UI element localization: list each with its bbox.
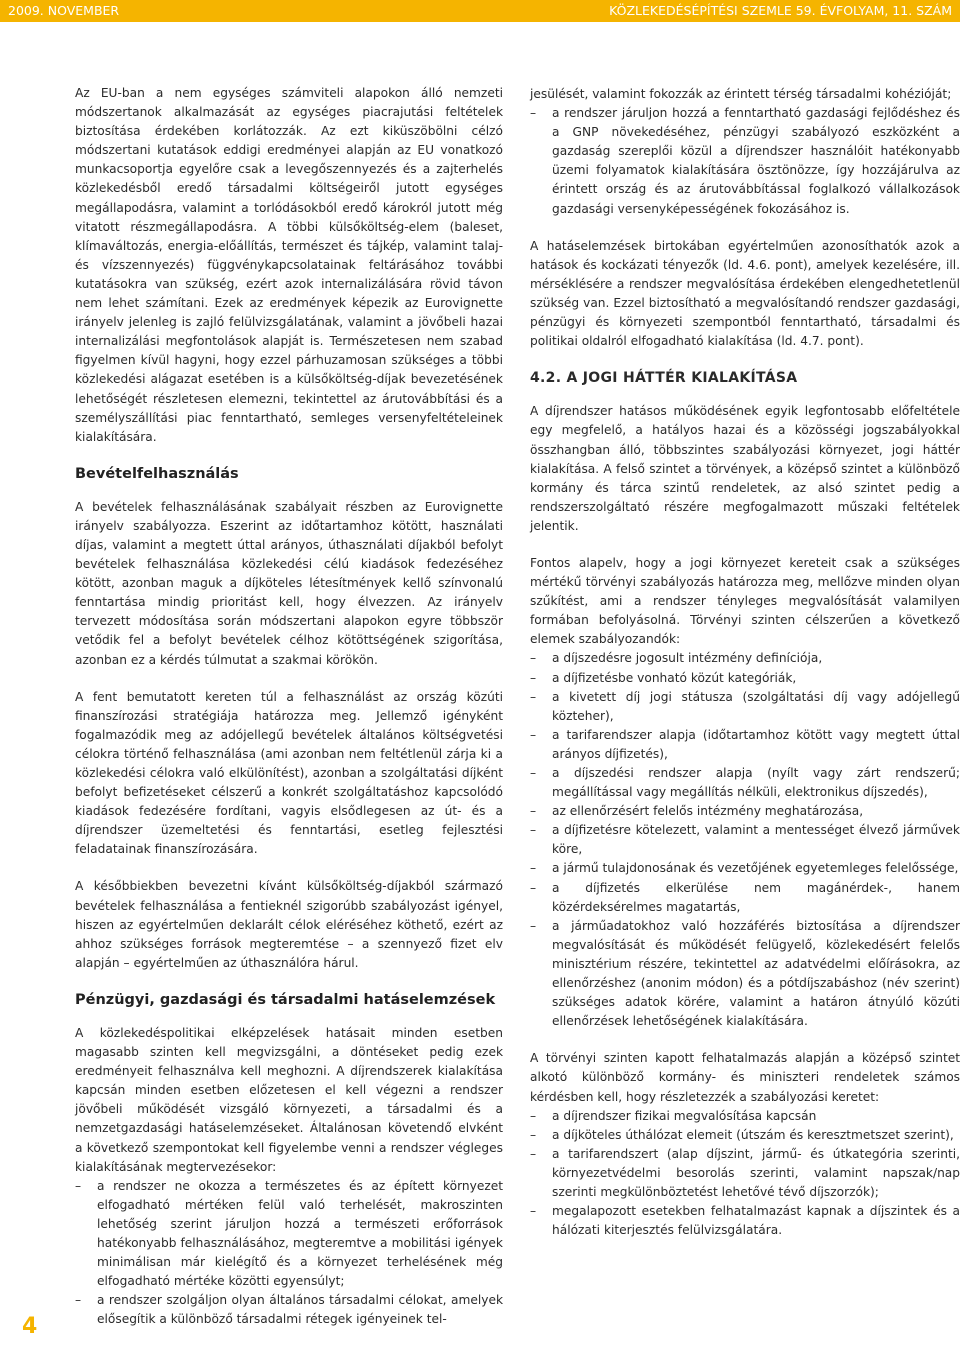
- list-item: – a rendszer szolgáljon olyan általános társadalmi célokat, amelyek elősegítik a különböző társadalmi rétegek igényeinek tel-: [75, 1291, 503, 1329]
- section-heading-jogi: 4.2. A JOGI HÁTTÉR KIALAKÍTÁSA: [530, 370, 798, 387]
- paragraph: A törvényi szinten kapott felhatalmazás alapján a középső szintet alkotó különböző kormány- és miniszteri rendeletek számos kérdésben kell, hogy részletezzék a szabályozási keretet:: [530, 1051, 960, 1104]
- paragraph: Fontos alapelv, hogy a jogi környezet kereteit csak a szükséges mértékű törvényi szabályozás határozza meg, mellőzve minden olyan szűkítést, ami a rendszer tényleges megvalósítását valamilyen formában befolyásolná. Törvényi szinten célszerűen a következő elemek szabályozandók:: [530, 555, 960, 647]
- list-item: – a díjrendszer fizikai megvalósítása kapcsán: [530, 1107, 960, 1126]
- law-elements-list: [530, 649, 960, 1031]
- list-item: – az ellenőrzésért felelős intézmény meghatározása,: [530, 802, 960, 821]
- list-item: – megalapozott esetekben felhatalmazást kapnak a díjszintek és a hálózati kiterjesztés felülvizsgálatára.: [530, 1202, 960, 1240]
- regulation-list: [530, 1107, 960, 1241]
- list-item: – a díjszedésre jogosult intézmény definíciója,: [530, 649, 960, 668]
- list-item: – a rendszer ne okozza a természetes és az épített környezet elfogadható mértéken felül való terhelését, makroszinten lehetőség szerint járuljon hozzá a természeti erőforrások hatékonyabb felhasználásához, megteremtve a mobilitási igények minimálisan már kielégítő és a környezet terhelésének még elfogadható mértéke közötti egyensúlyt;: [75, 1177, 503, 1292]
- list-item: – a tarifarendszer alapja (időtartamhoz kötött vagy megtett úttal arányos díjfizetés),: [530, 726, 960, 764]
- section-heading-penzugyi: Pénzügyi, gazdasági és társadalmi hatáselemzések: [75, 991, 496, 1008]
- right-column: [530, 85, 960, 1258]
- paragraph: A hatáselemzések birtokában egyértelműen azonosíthatók azok a hatások és kockázati tényezők (ld. 4.6. pont), amelyek kezelésére, ill. mérséklésére a rendszer megvalósítása érdekében elengedhetetlenül szükség van. Ezzel biztosítható a megvalósítandó rendszer gazdasági, pénzügyi és környezeti szempontból fenntartható, társadalmi és politikai oldalról elfogadható kialakítása (ld. 4.7. pont).: [530, 238, 960, 349]
- paragraph: A díjrendszer hatásos működésének egyik legfontosabb előfeltétele egy megfelelő, a hatályos hazai és a közösségi jogszabályokkal összhangban álló, többszintes szabályozási környezet, jogi háttér kialakítása. A felső szintet a törvények, a középső szintet a különböző kormány és tárca szintű rendeletek, az alsó szintet pedig a rendszerszolgáltató részére megfogalmazott műszaki feltételek jelentik.: [530, 404, 960, 533]
- list-item: – a jármű tulajdonosának és vezetőjének egyetemleges felelőssége,: [530, 859, 960, 878]
- journal-title: KÖZLEKEDÉSÉPÍTÉSI SZEMLE 59. ÉVFOLYAM, 11. SZÁM: [609, 3, 952, 18]
- list-item: – a tarifarendszert (alap díjszint, jármű- és útkategória szerinti, környezetvédelmi besorolás szerinti, valamint napszak/nap szerinti megkülönböztetést lehetővé tévő díjszorzók);: [530, 1145, 960, 1202]
- list-item: – a díjfizetésbe vonható közút kategóriák,: [530, 669, 960, 688]
- section-heading-bevetel: Bevételfelhasználás: [75, 465, 239, 482]
- paragraph: A bevételek felhasználásának szabályait részben az Eurovignette irányelv szabályozza. Eszerint az időtartamhoz kötött, használati díjas, valamint a megtett úttal arányos, úthasználati díjakból befolyt bevételek felhasználása közlekedési célú kiadások fedezéséhez kötött, azonban maguk a díjköteles létesítmények kellő színvonalú fenntartása mindig prioritást kell, hogy élvezzen. Az irányelv tervezett módosítása során módszertani alapokon egyre többször vetődik fel a befolyt bevételek célhoz kötöttségének szigorítása, azonban ez a kérdés túlmutat a szakmai körökön.: [75, 499, 503, 667]
- list-item: – a járműadatokhoz való hozzáférés biztosítása a díjrendszer megvalósítását és működését felügyelő, közlekedésért felelős minisztérium részére, tekintettel az adatvédelmi előírásokra, az ellenőrzéshez (anonim módon) és a pótdíjszabáshoz (név szerint) szükséges adatok körére, valamint a határon átnyúló közúti ellenőrzések lehetőségének kialakítására.: [530, 917, 960, 1032]
- issue-date: 2009. NOVEMBER: [8, 3, 120, 18]
- list-item: – a rendszer járuljon hozzá a fenntartható gazdasági fejlődéshez és a GNP növekedéséhez, pénzügyi szabályozó eszközként a gazdaság szereplői közül a díjrendszer használóit hatékonyabb üzemi folyamatok kialakítására ösztönözze, így hozzájárulva az érintett ország és az árutovábbítással foglalkozó vállalkozások gazdasági versenyképességének fokozásához is.: [530, 104, 960, 219]
- criteria-list: [75, 1177, 503, 1330]
- paragraph: A későbbiekben bevezetni kívánt külsőköltség-díjakból származó bevételek felhasználása a fentieknél szigorúbb szabályozást igényel, hiszen az egyértelműen deklarált célok eléréséhez köthető, ezért az ahhoz szükséges források megteremtése – a szennyező fizet elv alapján – egyértelműen az úthasználóra hárul.: [75, 879, 503, 970]
- list-item: – a díjköteles úthálózat elemeit (útszám és keresztmetszet szerint),: [530, 1126, 960, 1145]
- left-column: [75, 84, 503, 1347]
- list-item: – a díjfizetés elkerülése nem magánérdek-, hanem közérdeksérelmes magatartás,: [530, 879, 960, 917]
- paragraph: A fent bemutatott kereten túl a felhasználást az ország közúti finanszírozási stratégiája határozza meg. Jellemző igényként fogalmazódik meg az adójellegű bevételek általános költségvetési célokra történő felhasználása (ami azonban nem feltétlenül zárja ki a közlekedési célokra való elkülönítést), azonban a szolgáltatási díjként befolyt befizetéseket célszerű a konkrét szolgáltatáshoz kapcsolódó kiadások fedezésére fordítani, vagyis elsődlegesen az út- és a díjrendszer üzemeltetési és fenntartási, esetleg fejlesztési feladatainak finanszírozására.: [75, 689, 503, 857]
- page-number: 4: [22, 1314, 38, 1339]
- paragraph: A közlekedéspolitikai elképzelések hatásait minden esetben magasabb szinten kell megvizsgálni, a döntéseket pedig ezek eredményeit felhasználva kell meghozni. A díjrendszerek kialakítása kapcsán minden esetben előzetesen el kell végezni a rendszer jövőbeli működését vizsgáló környezeti, a társadalmi és a nemzetgazdasági hatáselemzéseket. Általánosan követendő elvként a következő szempontokat kell figyelembe venni a rendszer végleges kialakításának megtervezésekor:: [75, 1025, 503, 1174]
- header-bar: [0, 0, 960, 22]
- continued-text: jesülését, valamint fokozzák az érintett térség társadalmi kohézióját;: [530, 87, 952, 101]
- list-item: – a kivetett díj jogi státusza (szolgáltatási díj vagy adójellegű közteher),: [530, 688, 960, 726]
- paragraph: Az EU-ban a nem egységes számviteli alapokon álló nemzeti módszertanok alkalmazását az egységes piacrajutási feltételek biztosítása érdekében korlátozzák. Az ezt kiküszöbölni célzó módszertani kutatások eddigi eredményei alapján az EU vonatkozó munkacsoportja egyelőre csak a levegőszennyezés és a zajterhelés közlekedésből eredő társadalmi költségeiről jutott egységes megállapodásra, valamint a torlódásokból eredő károkról jutott még vitatott részmegállapodásra. A többi külsőköltség-elem (baleset, klímaváltozás, energia-előállítás, természet és tájkép, valamint talaj- és vízszennyezés) függvénykapcsolatainak feltárásához további kutatásokra van szükség, ezért azok internalizálására rövid távon nem lehet számítani. Ezek az eredmények képezik az Eurovignette irányelv jelenleg is zajló felülvizsgálatának, valamint a jövőbeli hazai internalizálási megfontolások alapját is. Természetesen nem szabad figyelmen kívül hagyni, hogy ezzel párhuzamosan szükséges a többi közlekedési alágazat esetében is a külsőköltség-díjak bevezetésének lehetőségét részletesen elemezni, tekintettel az árutovábbítási és a személyszállítási piac fenntartható, semleges versenyfeltételeinek kialakítására.: [75, 86, 503, 444]
- list-item: – a díjszedési rendszer alapja (nyílt vagy zárt rendszerű; megállítással vagy megállítás nélküli, elektronikus díjszedés),: [530, 764, 960, 802]
- criteria-list-continued: [530, 104, 960, 219]
- list-item: – a díjfizetésre kötelezett, valamint a mentességet élvező járművek köre,: [530, 821, 960, 859]
